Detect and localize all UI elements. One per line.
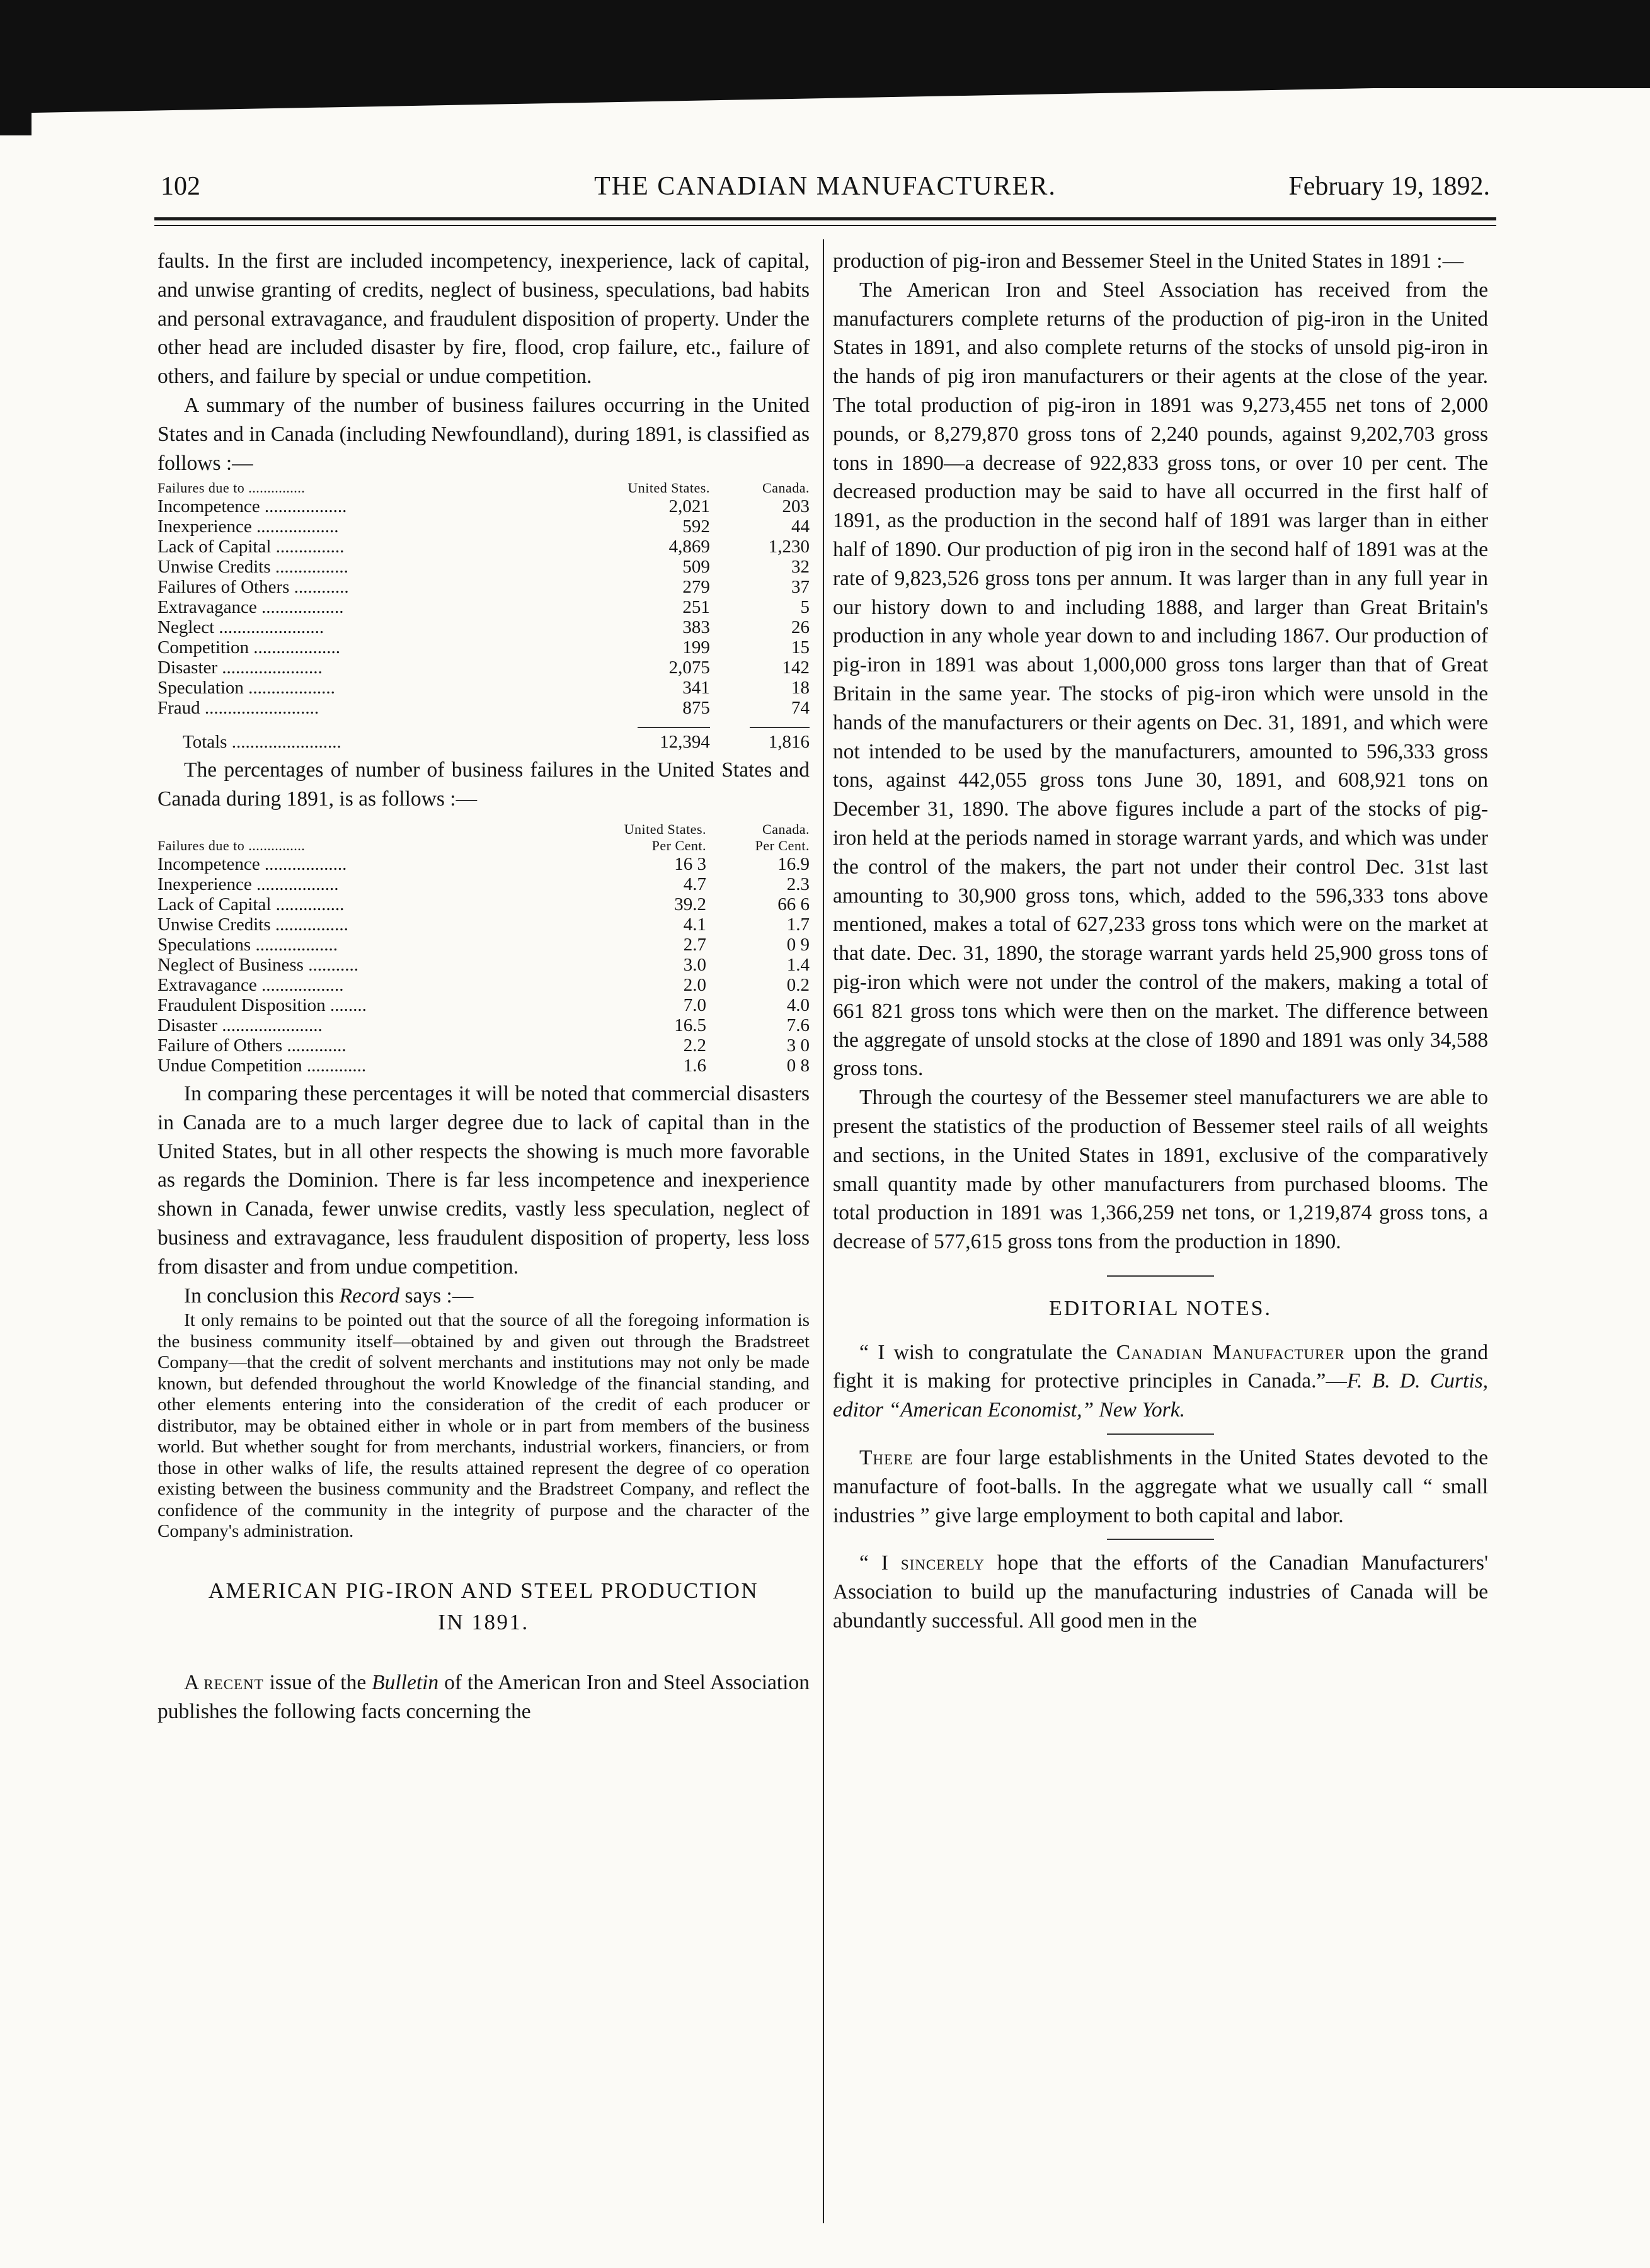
table-row (158, 557, 810, 577)
row-label: Extravagance .................. (158, 974, 344, 995)
table-header: Per Cent. (755, 837, 810, 853)
publication-title: THE CANADIAN MANUFACTURER. (594, 172, 1057, 201)
us-value: 2.0 (683, 974, 707, 995)
us-value: 2,021 (668, 496, 710, 517)
row-label: Disaster ...................... (158, 1015, 323, 1035)
row-label: Fraudulent Disposition ........ (158, 994, 367, 1015)
row-label: Undue Competition ............. (158, 1055, 367, 1076)
us-value: 592 (682, 516, 710, 537)
table-row (158, 1056, 810, 1076)
row-label: Neglect ....................... (158, 617, 324, 638)
canada-value: 142 (782, 658, 810, 678)
row-label: Incompetence .................. (158, 853, 347, 874)
canada-value: 1,230 (768, 537, 810, 557)
table-row (158, 935, 810, 955)
table-row (158, 496, 810, 516)
row-label: Speculation ................... (158, 678, 335, 698)
canada-value: 7.6 (786, 1015, 810, 1035)
editorial-note: There are four large establishments in the United States devoted to the manufacture of foot-balls. In the aggregate what we usually call “ small industries ” give large employment to both capital and labor. (833, 1446, 1488, 1527)
us-value: 509 (682, 557, 710, 578)
row-label: Failures of Others ............ (158, 577, 349, 598)
paragraph: faults. In the first are included incompetency, inexperience, lack of capital, and unwise granting of credits, neglect of business, speculations, bad habits and personal extravagance, and fraudulent disposition of property. Under the other head are included disaster by fire, flood, crop failure, etc., failure of others, and failure by special or undue competition. (158, 249, 810, 389)
running-header (161, 171, 1490, 209)
issue-date: February 19, 1892. (1288, 172, 1490, 201)
table-row (158, 678, 810, 698)
total-canada: 1,816 (768, 732, 810, 753)
row-label: Competition ................... (158, 637, 340, 658)
row-label: Extravagance .................. (158, 597, 344, 618)
canada-value: 203 (782, 496, 810, 517)
paragraph: The American Iron and Steel Association has received from the manufacturers complete returns of the production of pig-iron in the United States in 1891, and also complete returns of the stocks of unsold pig-iron in the hands of pig iron manufacturers or their agents at the close of the year. The total production of pig-iron in 1891 was 9,273,455 net tons of 2,000 pounds, or 8,279,870 gross tons of 2,240 pounds, against 9,202,703 gross tons in 1890—a decrease of 922,833 gross tons, or over 10 per cent. The decreased production may be said to have all occurred in the first half of 1891, as the production in the second half of 1891 was larger than in either half of 1890. Our production of pig iron in the second half of 1891 was at the rate of 9,823,526 gross tons per annum. It was larger than in any full year in our history down to and including 1888, and larger than Great Britain's production in any whole year down to and including 1867. Our production of pig-iron in 1891 was about 1,000,000 gross tons larger than that of Great Britain in the same year. The stocks of pig-iron which were unsold in the hands of the manufacturers or their agents on Dec. 31, 1891, and which were not intended to be used by the manufacturers, amounted to 596,333 gross tons, against 442,055 gross tons June 30, 1891, and 608,921 tons on December 31, 1890. The above figures include a part of the stocks of pig-iron held at the periods named in storage warrant yards, and which was under the control of the makers, the part not under their control Dec. 31st last amounting to 30,900 gross tons, which, added to the 596,333 tons above mentioned, makes a total of 627,233 gross tons which were on the market at that date. Dec. 31, 1890, the storage warrant yards held 25,900 gross tons of pig-iron which were not under the control of the makers, making a total of 661 821 gross tons which were then on the market. The difference between the aggregate of unsold stocks at the close of 1890 and 1891 was only 34,588 gross tons. (833, 278, 1488, 1081)
total-label: Totals ........................ (183, 732, 341, 753)
header-rule (154, 217, 1496, 220)
table-row (158, 537, 810, 557)
row-label: Inexperience .................. (158, 516, 339, 537)
row-label: Lack of Capital ............... (158, 894, 345, 915)
us-value: 2.7 (683, 934, 707, 955)
canada-value: 3 0 (786, 1035, 810, 1056)
us-value: 341 (682, 678, 710, 698)
us-value: 251 (682, 597, 710, 618)
us-value: 3.0 (683, 954, 707, 975)
left-column (158, 247, 810, 1726)
table-row (158, 617, 810, 637)
canada-value: 0.2 (786, 974, 810, 995)
right-column (833, 247, 1488, 1636)
us-value: 16 3 (674, 853, 707, 874)
row-label: Disaster ...................... (158, 658, 323, 678)
canada-value: 66 6 (777, 894, 810, 915)
row-label: Fraud ......................... (158, 698, 319, 719)
canada-value: 15 (791, 637, 810, 658)
failures-count-table (158, 480, 810, 752)
paragraph: The percentages of number of business failures in the United States and Canada during 1891, is as follows :— (158, 758, 810, 811)
us-value: 4.7 (683, 874, 707, 894)
us-value: 7.0 (683, 994, 707, 1015)
canada-value: 18 (791, 678, 810, 698)
canada-value: 4.0 (786, 994, 810, 1015)
table-header: Failures due to ............... (158, 837, 306, 853)
table-row (158, 955, 810, 975)
table-row (158, 1015, 810, 1035)
header-rule-thin (154, 225, 1496, 226)
paragraph: Through the courtesy of the Bessemer steel manufacturers we are able to present the statistics of the production of Bessemer steel rails of all weights and sections, in the United States in 1891, exclusive of the comparatively small quantity made by other manufacturers from purchased blooms. The total production in 1891 was 1,366,259 net tons, or 1,219,874 gross tons, a decrease of 577,615 gross tons from the production in 1890. (833, 1086, 1488, 1254)
article-headline: AMERICAN PIG-IRON AND STEEL PRODUCTION IN 1891. (208, 1578, 759, 1634)
table-row (158, 995, 810, 1015)
us-value: 199 (682, 637, 710, 658)
canada-value: 5 (800, 597, 810, 618)
canada-value: 1.4 (786, 954, 810, 975)
table-row (158, 597, 810, 617)
total-us: 12,394 (660, 732, 710, 753)
row-label: Failure of Others ............. (158, 1035, 347, 1056)
table-row (158, 637, 810, 658)
table-row (158, 577, 810, 597)
paragraph: production of pig-iron and Bessemer Steel in the United States in 1891 :— (833, 249, 1464, 273)
table-row (158, 516, 810, 537)
editorial-notes-heading: EDITORIAL NOTES. (1049, 1296, 1272, 1320)
canada-value: 2.3 (786, 874, 810, 894)
us-value: 279 (682, 577, 710, 598)
canada-value: 74 (791, 698, 810, 719)
us-value: 1.6 (683, 1055, 707, 1076)
page-number: 102 (161, 172, 200, 201)
canada-value: 26 (791, 617, 810, 638)
us-value: 4,869 (668, 537, 710, 557)
canada-value: 32 (791, 557, 810, 578)
editorial-note: “ I wish to congratulate the Canadian Manufacturer upon the grand fight it is making for protective principles in Canada.”—F. B. D. Curtis, editor “American Economist,” New York. (833, 1340, 1488, 1422)
table-row (158, 698, 810, 718)
canada-value: 37 (791, 577, 810, 598)
column-divider (823, 239, 824, 2223)
row-label: Unwise Credits ................ (158, 914, 348, 935)
scan-border (0, 0, 1650, 135)
us-value: 2.2 (683, 1035, 707, 1056)
row-label: Neglect of Business ........... (158, 954, 358, 975)
note-rule (1107, 1433, 1214, 1435)
table-row (158, 854, 810, 874)
us-value: 875 (682, 698, 710, 719)
table-header: United States. (627, 480, 710, 496)
us-value: 383 (682, 617, 710, 638)
canada-value: 16.9 (777, 853, 810, 874)
canada-value: 44 (791, 516, 810, 537)
paragraph: A recent issue of the Bulletin of the American Iron and Steel Association publishes the following facts concerning the (158, 1670, 810, 1723)
table-row (158, 915, 810, 935)
paragraph: In comparing these percentages it will be noted that commercial disasters in Canada are to a much larger degree due to lack of capital than in the United States, but in all other respects the showing is much more favorable as regards the Dominion. There is far less incompetence and inexperience shown in Canada, fewer unwise credits, vastly less speculation, neglect of business and extravagance, less fraudulent disposition of property, less loss from disaster and from undue competition. (158, 1081, 810, 1279)
note-rule (1107, 1539, 1214, 1540)
row-label: Speculations .................. (158, 934, 338, 955)
row-label: Lack of Capital ............... (158, 537, 345, 557)
failures-percentage-table (158, 821, 810, 1076)
us-value: 2,075 (668, 658, 710, 678)
us-value: 4.1 (683, 914, 707, 935)
quoted-paragraph: It only remains to be pointed out that the source of all the foregoing information is the business community itself—obtained by and given out through the Bradstreet Company—that the credit of solvent merchants and institutions may not only be made known, but defended throughout the world Knowledge of the financial standing, and other elements entering into the consideration of the credit of each producer or distributor, may be obtained either in whole or in part from members of the business world. But whether sought for from merchants, industrial workers, financiers, or from those in other walks of life, the results attained represent the degree of co operation existing between the business community and the Bradstreet Company, and reflect the confidence of the community in the integrity of purpose and the character of the Company's administration. (158, 1310, 810, 1542)
table-header: Canada. (762, 480, 810, 496)
canada-value: 0 9 (786, 934, 810, 955)
paragraph: In conclusion this Record says :— (184, 1284, 474, 1308)
canada-value: 0 8 (786, 1055, 810, 1076)
table-header: United States. (624, 821, 707, 837)
row-label: Incompetence .................. (158, 496, 347, 517)
us-value: 16.5 (674, 1015, 707, 1035)
paragraph: A summary of the number of business failures occurring in the United States and in Canada (including Newfoundland), during 1891, is classified as follows :— (158, 393, 810, 475)
us-value: 39.2 (674, 894, 707, 915)
table-row (158, 874, 810, 894)
row-label: Inexperience .................. (158, 874, 339, 894)
table-row (158, 975, 810, 995)
editorial-note: “ I sincerely hope that the efforts of the Canadian Manufacturers' Association to build up the manufacturing industries of Canada will be abundantly successful. All good men in the (833, 1551, 1488, 1633)
table-header: Failures due to ............... (158, 480, 306, 496)
canada-value: 1.7 (786, 914, 810, 935)
row-label: Unwise Credits ................ (158, 557, 348, 578)
record-title: Record (339, 1284, 400, 1308)
table-row (158, 894, 810, 915)
table-row (158, 658, 810, 678)
table-row (158, 1035, 810, 1056)
table-header: Canada. (762, 821, 810, 837)
table-header: Per Cent. (651, 837, 707, 853)
section-rule (1107, 1275, 1214, 1277)
